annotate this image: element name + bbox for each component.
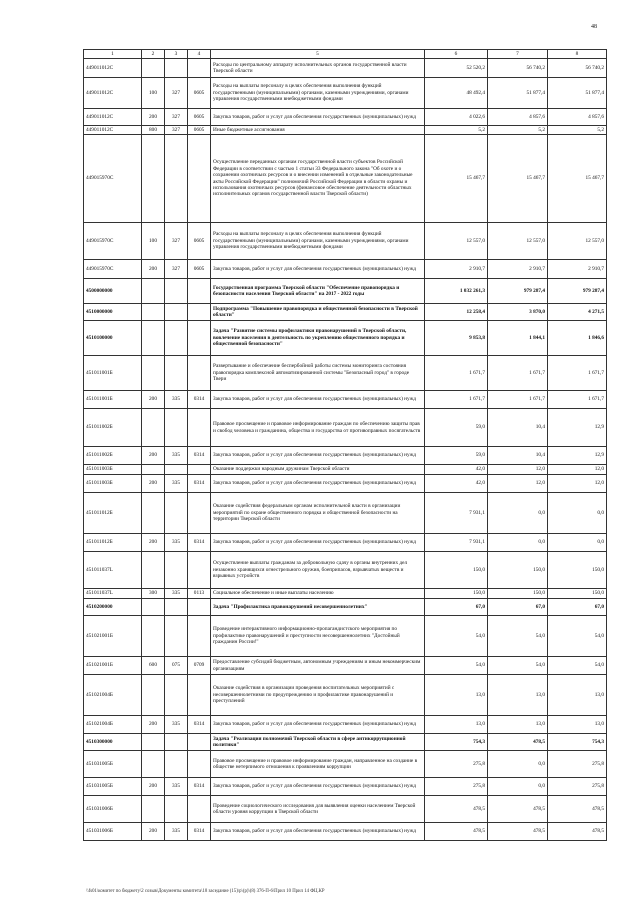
amount-year3-cell: 0,0 xyxy=(548,534,607,552)
amount-year2-cell: 1 671,7 xyxy=(488,356,548,391)
table-row xyxy=(84,279,607,304)
budget-code-cell: 451021001Б xyxy=(84,616,142,657)
department-code-cell: 335 xyxy=(165,716,188,734)
table-row xyxy=(84,409,607,447)
table-row xyxy=(84,589,607,599)
expense-type-cell: 600 xyxy=(142,657,165,675)
department-code-cell xyxy=(165,599,188,616)
description-cell: Закупка товаров, работ и услуг для обеспечения государственных (муниципальных) нужд xyxy=(211,534,425,552)
table-row xyxy=(84,493,607,534)
table-row xyxy=(84,260,607,279)
amount-year2-cell: 54,0 xyxy=(488,616,548,657)
budget-code-cell: 451011003Б xyxy=(84,465,142,475)
table-row xyxy=(84,534,607,552)
section-code-cell: 0314 xyxy=(188,823,211,841)
amount-year3-cell: 478,5 xyxy=(548,796,607,823)
budget-code-cell: 449011012С xyxy=(84,126,142,135)
department-code-cell xyxy=(165,734,188,751)
amount-year3-cell: 275,8 xyxy=(548,751,607,778)
amount-year1-cell: 42,0 xyxy=(425,475,488,493)
expense-type-cell: 200 xyxy=(142,778,165,796)
expense-type-cell xyxy=(142,796,165,823)
expense-type-cell: 200 xyxy=(142,475,165,493)
budget-code-cell: 451011002Б xyxy=(84,409,142,447)
section-code-cell: 0314 xyxy=(188,447,211,465)
expense-type-cell: 100 xyxy=(142,78,165,109)
amount-year3-cell: 0,0 xyxy=(548,493,607,534)
department-code-cell: 075 xyxy=(165,657,188,675)
amount-year1-cell: 7 931,1 xyxy=(425,534,488,552)
amount-year3-cell: 15 467,7 xyxy=(548,135,607,223)
budget-code-cell: 4510300000 xyxy=(84,734,142,751)
budget-code-cell: 451031006Б xyxy=(84,796,142,823)
table-row xyxy=(84,778,607,796)
amount-year1-cell: 7 931,1 xyxy=(425,493,488,534)
description-cell: Закупка товаров, работ и услуг для обеспечения государственных (муниципальных) нужд xyxy=(211,716,425,734)
expense-type-cell xyxy=(142,552,165,589)
amount-year2-cell: 478,5 xyxy=(488,796,548,823)
section-code-cell xyxy=(188,675,211,716)
table-row xyxy=(84,391,607,409)
expense-type-cell: 300 xyxy=(142,589,165,599)
amount-year1-cell: 54,0 xyxy=(425,616,488,657)
header-cell: 8 xyxy=(548,50,607,59)
amount-year1-cell: 1 671,7 xyxy=(425,356,488,391)
budget-code-cell: 449015970С xyxy=(84,260,142,279)
description-cell: Государственная программа Тверской области "Обеспечение правопорядка и безопасности населения Тверской области" на 2017 - 2022 годы xyxy=(211,279,425,304)
amount-year1-cell: 150,0 xyxy=(425,552,488,589)
section-code-cell: 0314 xyxy=(188,534,211,552)
amount-year3-cell: 54,0 xyxy=(548,616,607,657)
description-cell: Закупка товаров, работ и услуг для обеспечения государственных (муниципальных) нужд xyxy=(211,778,425,796)
section-code-cell xyxy=(188,552,211,589)
amount-year2-cell: 54,0 xyxy=(488,657,548,675)
description-cell: Оказание содействия федеральным органам исполнительной власти в организации мероприятий по охране общественного порядка и общественной безопасности на территории Тверской области xyxy=(211,493,425,534)
amount-year1-cell: 42,0 xyxy=(425,465,488,475)
amount-year2-cell: 1 844,1 xyxy=(488,321,548,356)
description-cell: Задача "Реализация полномочий Тверской области в сфере антикоррупционной политики" xyxy=(211,734,425,751)
department-code-cell: 335 xyxy=(165,778,188,796)
department-code-cell xyxy=(165,409,188,447)
amount-year2-cell: 0,0 xyxy=(488,534,548,552)
expense-type-cell: 200 xyxy=(142,534,165,552)
expense-type-cell: 200 xyxy=(142,109,165,126)
amount-year2-cell: 10,4 xyxy=(488,409,548,447)
section-code-cell xyxy=(188,304,211,321)
amount-year2-cell: 12,0 xyxy=(488,465,548,475)
expense-type-cell xyxy=(142,465,165,475)
amount-year3-cell: 56 740,2 xyxy=(548,59,607,78)
table-row xyxy=(84,599,607,616)
table-row xyxy=(84,475,607,493)
amount-year1-cell: 67,0 xyxy=(425,599,488,616)
department-code-cell: 335 xyxy=(165,534,188,552)
department-code-cell xyxy=(165,321,188,356)
amount-year2-cell: 13,0 xyxy=(488,716,548,734)
amount-year2-cell: 0,0 xyxy=(488,751,548,778)
amount-year1-cell: 275,8 xyxy=(425,751,488,778)
amount-year3-cell: 54,0 xyxy=(548,657,607,675)
header-cell: 6 xyxy=(425,50,488,59)
budget-code-cell: 451011012Б xyxy=(84,493,142,534)
section-code-cell xyxy=(188,796,211,823)
description-cell: Закупка товаров, работ и услуг для обеспечения государственных (муниципальных) нужд xyxy=(211,447,425,465)
header-cell: 5 xyxy=(211,50,425,59)
amount-year1-cell: 2 910,7 xyxy=(425,260,488,279)
description-cell: Осуществление переданных органам государственной власти субъектов Российской Федерации в соответствии с частью 1 статьи 33 Федерального закона "Об охоте и о сохранении охотничьих ресурсов и о внесении изменений в отдельные законодательные акты Российской Федерации" полномочий Российской Федерации в области охраны и использования охотничьих ресурсов (финансовое обеспечение деятельности областных исполнительных органов государственной власти Тверской области) xyxy=(211,135,425,223)
expense-type-cell xyxy=(142,599,165,616)
budget-code-cell: 449011012С xyxy=(84,109,142,126)
table-row xyxy=(84,126,607,135)
amount-year3-cell: 150,0 xyxy=(548,552,607,589)
expense-type-cell xyxy=(142,356,165,391)
amount-year1-cell: 5,2 xyxy=(425,126,488,135)
amount-year1-cell: 150,0 xyxy=(425,589,488,599)
budget-code-cell: 449015970С xyxy=(84,223,142,260)
expense-type-cell xyxy=(142,304,165,321)
expense-type-cell xyxy=(142,409,165,447)
section-code-cell: 0314 xyxy=(188,475,211,493)
budget-code-cell: 451011037L xyxy=(84,589,142,599)
amount-year2-cell: 13,0 xyxy=(488,675,548,716)
budget-code-cell: 451021004Б xyxy=(84,675,142,716)
department-code-cell xyxy=(165,465,188,475)
table-row xyxy=(84,552,607,589)
amount-year3-cell: 754,3 xyxy=(548,734,607,751)
amount-year3-cell: 12,9 xyxy=(548,409,607,447)
amount-year2-cell: 12 557,0 xyxy=(488,223,548,260)
amount-year2-cell: 0,0 xyxy=(488,493,548,534)
amount-year2-cell: 1 671,7 xyxy=(488,391,548,409)
column-number-header xyxy=(84,50,607,59)
department-code-cell xyxy=(165,304,188,321)
amount-year1-cell: 12 258,4 xyxy=(425,304,488,321)
budget-code-cell: 451031006Б xyxy=(84,823,142,841)
department-code-cell xyxy=(165,751,188,778)
header-cell: 7 xyxy=(488,50,548,59)
budget-table xyxy=(83,49,607,841)
section-code-cell xyxy=(188,616,211,657)
expense-type-cell: 200 xyxy=(142,447,165,465)
amount-year3-cell: 12,9 xyxy=(548,447,607,465)
header-cell: 3 xyxy=(165,50,188,59)
department-code-cell xyxy=(165,796,188,823)
department-code-cell: 335 xyxy=(165,475,188,493)
expense-type-cell: 800 xyxy=(142,126,165,135)
amount-year1-cell: 59,0 xyxy=(425,447,488,465)
description-cell: Закупка товаров, работ и услуг для обеспечения государственных (муниципальных) нужд xyxy=(211,391,425,409)
section-code-cell xyxy=(188,409,211,447)
table-row xyxy=(84,59,607,78)
budget-code-cell: 451011001Б xyxy=(84,356,142,391)
department-code-cell: 335 xyxy=(165,589,188,599)
description-cell: Правовое просвещение и правовое информирование граждан по обеспечению защиты прав и свобод человека и гражданина, общества и государства от противоправных посягательств xyxy=(211,409,425,447)
amount-year2-cell: 67,0 xyxy=(488,599,548,616)
department-code-cell: 327 xyxy=(165,78,188,109)
amount-year1-cell: 59,0 xyxy=(425,409,488,447)
table-row xyxy=(84,135,607,223)
budget-code-cell: 4510200000 xyxy=(84,599,142,616)
amount-year1-cell: 9 853,8 xyxy=(425,321,488,356)
amount-year1-cell: 478,5 xyxy=(425,796,488,823)
expense-type-cell xyxy=(142,59,165,78)
amount-year3-cell: 150,0 xyxy=(548,589,607,599)
amount-year2-cell: 150,0 xyxy=(488,552,548,589)
description-cell: Проведение социологического исследования для выявления оценки населением Тверской области уровня коррупции в Тверской области xyxy=(211,796,425,823)
department-code-cell: 335 xyxy=(165,447,188,465)
section-code-cell: 0314 xyxy=(188,391,211,409)
budget-code-cell: 451021001Б xyxy=(84,657,142,675)
department-code-cell xyxy=(165,552,188,589)
amount-year2-cell: 12,0 xyxy=(488,475,548,493)
amount-year1-cell: 13,0 xyxy=(425,675,488,716)
amount-year1-cell: 754,3 xyxy=(425,734,488,751)
expense-type-cell xyxy=(142,751,165,778)
amount-year3-cell: 5,2 xyxy=(548,126,607,135)
amount-year2-cell: 10,4 xyxy=(488,447,548,465)
section-code-cell: 0605 xyxy=(188,260,211,279)
section-code-cell: 0605 xyxy=(188,223,211,260)
amount-year2-cell: 150,0 xyxy=(488,589,548,599)
section-code-cell: 0314 xyxy=(188,778,211,796)
expense-type-cell: 200 xyxy=(142,823,165,841)
amount-year1-cell: 12 557,0 xyxy=(425,223,488,260)
amount-year1-cell: 275,8 xyxy=(425,778,488,796)
department-code-cell xyxy=(165,616,188,657)
amount-year2-cell: 478,5 xyxy=(488,734,548,751)
amount-year3-cell: 1 671,7 xyxy=(548,391,607,409)
table-row xyxy=(84,223,607,260)
amount-year2-cell: 5,2 xyxy=(488,126,548,135)
table-row xyxy=(84,675,607,716)
description-cell: Проведение интерактивного информационно-пропагандистского мероприятия по профилактике правонарушений и преступности несовершеннолетних "Достойный гражданин России!" xyxy=(211,616,425,657)
description-cell: Задача "Развитие системы профилактики правонарушений в Тверской области, вовлечение населения в деятельность по укреплению общественного порядка и общественной безопасности" xyxy=(211,321,425,356)
description-cell: Иные бюджетные ассигнования xyxy=(211,126,425,135)
expense-type-cell xyxy=(142,675,165,716)
amount-year1-cell: 4 022,6 xyxy=(425,109,488,126)
section-code-cell xyxy=(188,751,211,778)
department-code-cell xyxy=(165,493,188,534)
table-row xyxy=(84,751,607,778)
table-row xyxy=(84,465,607,475)
description-cell: Расходы на выплаты персоналу в целях обеспечения выполнения функций государственными (муниципальными) органами, казенными учреждениями, органами управления государственными внебюджетными фондами xyxy=(211,223,425,260)
description-cell: Правовое просвещение и правовое информирование граждан, направленное на создание в обществе нетерпимого отношения к проявлениям коррупции xyxy=(211,751,425,778)
department-code-cell: 327 xyxy=(165,223,188,260)
expense-type-cell xyxy=(142,493,165,534)
description-cell: Социальное обеспечение и иные выплаты населению xyxy=(211,589,425,599)
amount-year3-cell: 478,5 xyxy=(548,823,607,841)
budget-code-cell: 451011001Б xyxy=(84,391,142,409)
amount-year2-cell: 979 287,4 xyxy=(488,279,548,304)
description-cell: Расходы по центральному аппарату исполнительных органов государственной власти Тверской области xyxy=(211,59,425,78)
amount-year3-cell: 13,0 xyxy=(548,716,607,734)
department-code-cell: 335 xyxy=(165,823,188,841)
table-row xyxy=(84,716,607,734)
section-code-cell: 0605 xyxy=(188,126,211,135)
budget-code-cell: 451021004Б xyxy=(84,716,142,734)
table-row xyxy=(84,78,607,109)
department-code-cell xyxy=(165,59,188,78)
table-row xyxy=(84,823,607,841)
amount-year1-cell: 1 032 261,3 xyxy=(425,279,488,304)
description-cell: Подпрограмма "Повышение правопорядка и общественной безопасности в Тверской области" xyxy=(211,304,425,321)
table-body xyxy=(84,50,607,841)
section-code-cell: 0605 xyxy=(188,109,211,126)
section-code-cell xyxy=(188,734,211,751)
header-cell: 4 xyxy=(188,50,211,59)
table-row xyxy=(84,796,607,823)
description-cell: Закупка товаров, работ и услуг для обеспечения государственных (муниципальных) нужд xyxy=(211,475,425,493)
department-code-cell xyxy=(165,356,188,391)
budget-code-cell: 4510000000 xyxy=(84,304,142,321)
amount-year2-cell: 15 467,7 xyxy=(488,135,548,223)
budget-code-cell: 451031005Б xyxy=(84,751,142,778)
amount-year3-cell: 67,0 xyxy=(548,599,607,616)
amount-year1-cell: 54,0 xyxy=(425,657,488,675)
budget-code-cell: 451011037L xyxy=(84,552,142,589)
amount-year3-cell: 979 287,4 xyxy=(548,279,607,304)
amount-year2-cell: 478,5 xyxy=(488,823,548,841)
expense-type-cell xyxy=(142,616,165,657)
description-cell: Предоставление субсидий бюджетным, автономным учреждениям и иным некоммерческим организациям xyxy=(211,657,425,675)
amount-year3-cell: 275,8 xyxy=(548,778,607,796)
amount-year2-cell: 2 910,7 xyxy=(488,260,548,279)
expense-type-cell: 200 xyxy=(142,716,165,734)
amount-year3-cell: 12,0 xyxy=(548,475,607,493)
description-cell: Закупка товаров, работ и услуг для обеспечения государственных (муниципальных) нужд xyxy=(211,109,425,126)
amount-year3-cell: 51 877,4 xyxy=(548,78,607,109)
expense-type-cell xyxy=(142,321,165,356)
amount-year1-cell: 13,0 xyxy=(425,716,488,734)
amount-year3-cell: 12,0 xyxy=(548,465,607,475)
budget-code-cell: 449011012С xyxy=(84,59,142,78)
header-cell: 1 xyxy=(84,50,142,59)
department-code-cell: 335 xyxy=(165,391,188,409)
budget-code-cell: 4500000000 xyxy=(84,279,142,304)
section-code-cell: 0709 xyxy=(188,657,211,675)
amount-year3-cell: 4 857,6 xyxy=(548,109,607,126)
description-cell: Оказание содействия в организации проведения воспитательных мероприятий с несовершеннолетними по предупреждению и профилактике правонарушений и преступлений xyxy=(211,675,425,716)
table-row xyxy=(84,616,607,657)
section-code-cell: 0314 xyxy=(188,716,211,734)
department-code-cell: 327 xyxy=(165,109,188,126)
table-row xyxy=(84,321,607,356)
budget-code-cell: 449011012С xyxy=(84,78,142,109)
description-cell: Расходы на выплаты персоналу в целях обеспечения выполнения функций государственными (муниципальными) органами, казенными учреждениями, органами управления государственными внебюджетными фондами xyxy=(211,78,425,109)
amount-year1-cell: 478,5 xyxy=(425,823,488,841)
description-cell: Закупка товаров, работ и услуг для обеспечения государственных (муниципальных) нужд xyxy=(211,260,425,279)
amount-year2-cell: 56 740,2 xyxy=(488,59,548,78)
section-code-cell xyxy=(188,321,211,356)
amount-year2-cell: 3 870,0 xyxy=(488,304,548,321)
budget-code-cell: 451011012Б xyxy=(84,534,142,552)
amount-year3-cell: 1 671,7 xyxy=(548,356,607,391)
expense-type-cell: 200 xyxy=(142,391,165,409)
table-row xyxy=(84,734,607,751)
header-cell: 2 xyxy=(142,50,165,59)
department-code-cell: 327 xyxy=(165,126,188,135)
table-row xyxy=(84,109,607,126)
amount-year3-cell: 2 910,7 xyxy=(548,260,607,279)
file-path-footer: \\fs01\комитет по бюджету\2 созыв\Документы комитета\18 заседание (15)\p\(р)\(8) 376-П-6\Прил 10 Прил 14 ФЦ.КР xyxy=(86,889,325,894)
amount-year3-cell: 13,0 xyxy=(548,675,607,716)
budget-code-cell: 451031005Б xyxy=(84,778,142,796)
table-row xyxy=(84,356,607,391)
department-code-cell xyxy=(165,675,188,716)
expense-type-cell: 100 xyxy=(142,223,165,260)
description-cell: Развертывание и обеспечение беспербойной работы системы мониторинга состояния правопорядка комплексной автоматизированной системы "Безопасный город" в городе Твери xyxy=(211,356,425,391)
description-cell: Закупка товаров, работ и услуг для обеспечения государственных (муниципальных) нужд xyxy=(211,823,425,841)
section-code-cell: 0605 xyxy=(188,78,211,109)
budget-code-cell: 451011003Б xyxy=(84,475,142,493)
department-code-cell: 327 xyxy=(165,260,188,279)
section-code-cell xyxy=(188,59,211,78)
budget-code-cell: 451011002Б xyxy=(84,447,142,465)
expense-type-cell xyxy=(142,135,165,223)
page-number: 48 xyxy=(591,24,597,30)
section-code-cell xyxy=(188,135,211,223)
amount-year2-cell: 51 877,4 xyxy=(488,78,548,109)
section-code-cell xyxy=(188,599,211,616)
amount-year1-cell: 15 467,7 xyxy=(425,135,488,223)
section-code-cell xyxy=(188,279,211,304)
department-code-cell xyxy=(165,135,188,223)
amount-year3-cell: 4 271,5 xyxy=(548,304,607,321)
amount-year2-cell: 0,0 xyxy=(488,778,548,796)
amount-year1-cell: 1 671,7 xyxy=(425,391,488,409)
table-row xyxy=(84,657,607,675)
amount-year3-cell: 12 557,0 xyxy=(548,223,607,260)
amount-year1-cell: 52 520,2 xyxy=(425,59,488,78)
description-cell: Задача "Профилактика правонарушений несовершеннолетних" xyxy=(211,599,425,616)
amount-year1-cell: 48 492,4 xyxy=(425,78,488,109)
department-code-cell xyxy=(165,279,188,304)
section-code-cell xyxy=(188,493,211,534)
table-row xyxy=(84,447,607,465)
expense-type-cell: 200 xyxy=(142,260,165,279)
description-cell: Осуществление выплаты гражданам за добровольную сдачу в органы внутренних дел незаконно хранящихся огнестрельного оружия, боеприпасов, взрывчатых веществ и взрывных устройств xyxy=(211,552,425,589)
expense-type-cell xyxy=(142,279,165,304)
section-code-cell: 0113 xyxy=(188,589,211,599)
section-code-cell xyxy=(188,465,211,475)
expense-type-cell xyxy=(142,734,165,751)
table-row xyxy=(84,304,607,321)
budget-code-cell: 4510100000 xyxy=(84,321,142,356)
budget-code-cell: 449015970С xyxy=(84,135,142,223)
section-code-cell xyxy=(188,356,211,391)
description-cell: Оказание поддержки народным дружинам Тверской области xyxy=(211,465,425,475)
amount-year2-cell: 4 857,6 xyxy=(488,109,548,126)
amount-year3-cell: 1 846,6 xyxy=(548,321,607,356)
